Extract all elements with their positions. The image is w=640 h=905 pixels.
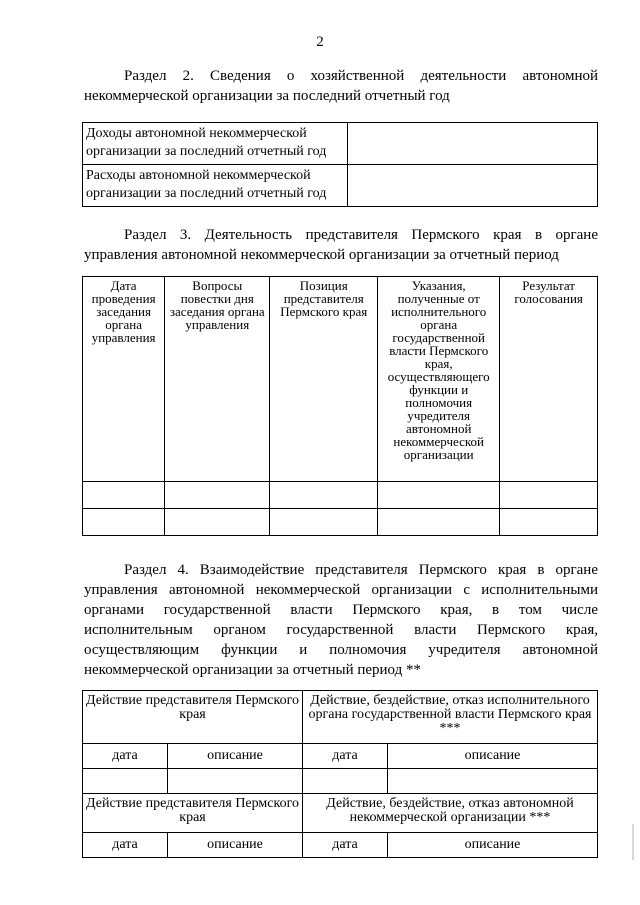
expenses-label: Расходы автономной некоммерческой организации за последний отчетный год xyxy=(83,165,348,207)
block1-left-header: Действие представителя Пермского края xyxy=(83,691,303,744)
table-row xyxy=(83,165,598,207)
section4-title-line1: Раздел 4. Взаимодействие представителя Пермского края в органе xyxy=(124,562,598,578)
section4-title-line4: исполнительным органом государственной власти Пермского края, xyxy=(84,622,598,638)
block2-desc-left: описание xyxy=(168,833,303,858)
table-subheader-row xyxy=(83,833,598,858)
section4-table xyxy=(82,690,598,858)
section4-title-line6: некоммерческой организации за отчетный период ** xyxy=(84,662,422,678)
block2-date-right: дата xyxy=(303,833,388,858)
section4-title-line5: осуществляющим функции и полномочия учредителя автономной xyxy=(84,642,598,658)
header-position: Позиция представителя Пермского края xyxy=(270,277,378,482)
table-header-row xyxy=(83,794,598,833)
income-value[interactable] xyxy=(348,123,598,165)
block2-right-header: Действие, бездействие, отказ автономной некоммерческой организации *** xyxy=(303,794,598,833)
income-label: Доходы автономной некоммерческой организации за последний отчетный год xyxy=(83,123,348,165)
block1-right-header: Действие, бездействие, отказ исполнительного органа государственной власти Пермского края *** xyxy=(303,691,598,744)
section2-table xyxy=(82,122,598,207)
table-row xyxy=(83,482,598,509)
section2-title xyxy=(84,66,598,106)
table-row xyxy=(83,509,598,536)
cell[interactable] xyxy=(83,769,168,794)
scan-margin-mark xyxy=(632,824,634,860)
cell[interactable] xyxy=(378,509,500,536)
section3-table xyxy=(82,276,598,536)
cell[interactable] xyxy=(303,769,388,794)
section4-title-line2: управления автономной некоммерческой организации с исполнительными xyxy=(84,582,598,598)
table-row xyxy=(83,123,598,165)
block1-date-right: дата xyxy=(303,744,388,769)
section3-title-line1: Раздел 3. Деятельность представителя Пермского края в органе xyxy=(124,227,598,243)
block2-desc-right: описание xyxy=(388,833,598,858)
block2-left-header: Действие представителя Пермского края xyxy=(83,794,303,833)
section2-title-line2: некоммерческой организации за последний отчетный год xyxy=(84,88,450,104)
cell[interactable] xyxy=(168,769,303,794)
section3-title xyxy=(84,225,598,265)
table-header-row xyxy=(83,277,598,482)
block1-date-left: дата xyxy=(83,744,168,769)
block2-date-left: дата xyxy=(83,833,168,858)
table-header-row xyxy=(83,691,598,744)
table-subheader-row xyxy=(83,744,598,769)
section4-title-line3: органами государственной власти Пермского края, в том числе xyxy=(84,602,598,618)
cell[interactable] xyxy=(500,509,598,536)
page-number: 2 xyxy=(316,34,324,50)
cell[interactable] xyxy=(165,509,270,536)
section4-title xyxy=(84,560,598,680)
header-vote-result: Результат голосования xyxy=(500,277,598,482)
cell[interactable] xyxy=(388,769,598,794)
header-instructions: Указания, полученные от исполнительного органа государственной власти Пермского края, осуществляющего функции и полномочия учредителя автономной некоммерческой организации xyxy=(378,277,500,482)
section2-title-line1: Раздел 2. Сведения о хозяйственной деятельности автономной xyxy=(124,68,598,84)
cell[interactable] xyxy=(500,482,598,509)
header-agenda: Вопросы повестки дня заседания органа управления xyxy=(165,277,270,482)
header-meeting-date: Дата проведения заседания органа управления xyxy=(83,277,165,482)
cell[interactable] xyxy=(165,482,270,509)
block1-desc-right: описание xyxy=(388,744,598,769)
cell[interactable] xyxy=(270,482,378,509)
cell[interactable] xyxy=(83,509,165,536)
block1-desc-left: описание xyxy=(168,744,303,769)
cell[interactable] xyxy=(83,482,165,509)
cell[interactable] xyxy=(378,482,500,509)
table-row xyxy=(83,769,598,794)
cell[interactable] xyxy=(270,509,378,536)
section3-title-line2: управления автономной некоммерческой организации за отчетный период xyxy=(84,247,559,263)
expenses-value[interactable] xyxy=(348,165,598,207)
